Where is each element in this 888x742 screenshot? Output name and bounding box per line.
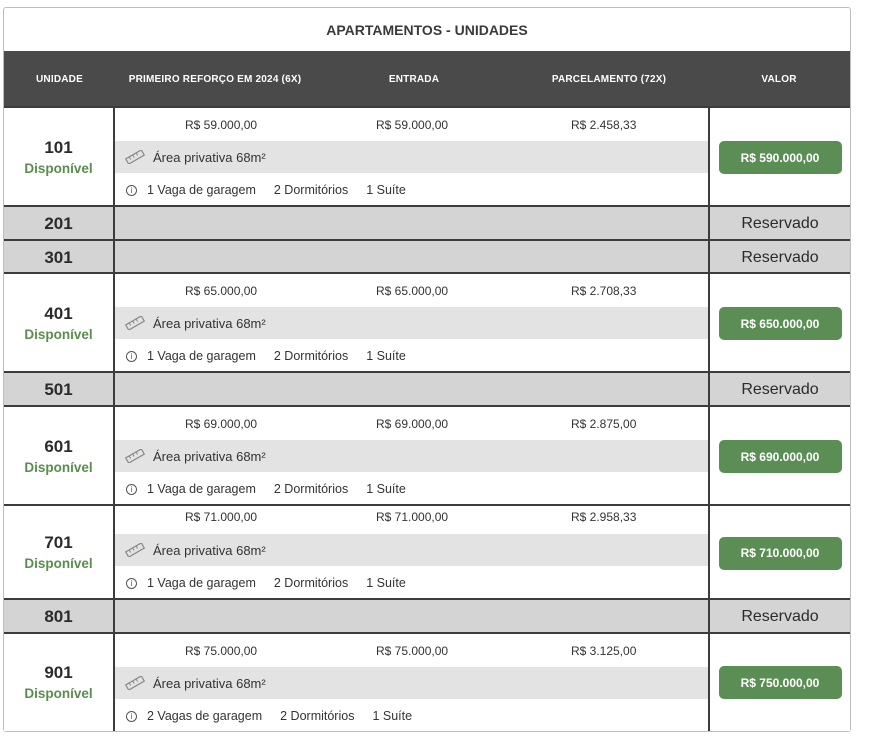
area-text: Área privativa 68m² — [153, 315, 266, 331]
reforco-value: R$ 69.000,00 — [185, 417, 258, 431]
entrada-value: R$ 75.000,00 — [376, 644, 449, 658]
ruler-icon — [125, 449, 145, 463]
entrada-value: R$ 71.000,00 — [376, 510, 449, 524]
table-row — [4, 272, 850, 373]
info-icon: i — [126, 351, 137, 362]
features — [115, 699, 708, 733]
unit-number: 501 — [44, 379, 73, 399]
reforco-value: R$ 75.000,00 — [185, 644, 258, 658]
table-title: APARTAMENTOS - UNIDADES — [326, 21, 528, 38]
parcelamento-value: R$ 2.958,33 — [571, 510, 637, 524]
price-button[interactable]: R$ 750.000,00 — [719, 666, 842, 699]
table-row-reserved — [4, 239, 850, 274]
payment-values — [115, 506, 708, 534]
garage-text: 1 Vaga de garagem — [147, 482, 256, 496]
payment-values — [115, 634, 708, 667]
unit-cell — [4, 600, 115, 633]
value-cell — [708, 373, 850, 406]
unit-number: 301 — [44, 247, 73, 267]
unit-cell — [4, 108, 115, 207]
value-cell — [708, 241, 850, 274]
features — [115, 472, 708, 506]
garage-text: 1 Vaga de garagem — [147, 576, 256, 590]
suite-text: 1 Suíte — [366, 183, 406, 197]
status-reserved: Reservado — [741, 607, 819, 625]
bedrooms-text: 2 Dormitórios — [273, 482, 349, 496]
entrada-value: R$ 69.000,00 — [376, 417, 449, 431]
table-row — [4, 405, 850, 506]
info-icon: i — [126, 185, 137, 196]
features — [115, 339, 708, 373]
area-text: Área privativa 68m² — [153, 448, 266, 464]
header-parcelamento: PARCELAMENTO (72X) — [551, 74, 667, 85]
ruler-icon — [125, 150, 145, 164]
features — [115, 173, 708, 207]
table-header — [4, 51, 850, 108]
area-text: Área privativa 68m² — [153, 149, 266, 165]
info-icon: i — [126, 484, 137, 495]
status-available: Disponível — [24, 326, 93, 342]
status-available: Disponível — [24, 160, 93, 176]
table-row-reserved — [4, 371, 850, 406]
payment-values — [115, 274, 708, 307]
parcelamento-value: R$ 2.458,33 — [571, 118, 637, 132]
area-bar — [115, 440, 708, 472]
unit-cell — [4, 506, 115, 600]
area-text: Área privativa 68m² — [153, 675, 266, 691]
units-table — [3, 7, 851, 732]
reforco-value: R$ 59.000,00 — [185, 118, 258, 132]
entrada-value: R$ 59.000,00 — [376, 118, 449, 132]
area-bar — [115, 667, 708, 699]
garage-text: 1 Vaga de garagem — [147, 183, 256, 197]
price-button[interactable]: R$ 590.000,00 — [719, 141, 842, 174]
ruler-icon — [125, 543, 145, 557]
status-reserved: Reservado — [741, 248, 819, 266]
unit-number: 701 — [44, 533, 73, 552]
unit-details — [115, 274, 708, 373]
parcelamento-value: R$ 2.708,33 — [571, 284, 637, 298]
suite-text: 1 Suíte — [366, 482, 406, 496]
unit-details — [115, 634, 708, 731]
status-available: Disponível — [24, 556, 93, 571]
suite-text: 1 Suíte — [372, 709, 413, 723]
value-cell — [708, 207, 850, 240]
ruler-icon — [125, 316, 145, 330]
header-entrada: ENTRADA — [388, 74, 440, 85]
parcelamento-value: R$ 2.875,00 — [571, 417, 637, 431]
unit-cell — [4, 634, 115, 731]
status-reserved: Reservado — [741, 380, 819, 398]
value-cell — [708, 634, 850, 731]
suite-text: 1 Suíte — [366, 349, 406, 363]
unit-cell — [4, 373, 115, 406]
unit-number: 401 — [44, 303, 73, 323]
status-reserved: Reservado — [741, 214, 819, 232]
unit-cell — [4, 274, 115, 373]
garage-text: 1 Vaga de garagem — [147, 349, 256, 363]
unit-details — [115, 108, 708, 207]
unit-details — [115, 506, 708, 600]
suite-text: 1 Suíte — [366, 576, 406, 590]
price-button[interactable]: R$ 710.000,00 — [719, 537, 842, 570]
bedrooms-text: 2 Dormitórios — [280, 709, 355, 723]
features — [115, 566, 708, 600]
info-icon: i — [126, 711, 137, 722]
value-cell — [708, 108, 850, 207]
area-text: Área privativa 68m² — [153, 542, 266, 558]
value-cell — [708, 506, 850, 600]
unit-cell — [4, 241, 115, 274]
area-bar — [115, 534, 708, 566]
info-icon: i — [126, 578, 137, 589]
bedrooms-text: 2 Dormitórios — [273, 183, 349, 197]
unit-cell — [4, 207, 115, 240]
table-row — [4, 106, 850, 207]
unit-details — [115, 407, 708, 506]
area-bar — [115, 307, 708, 339]
table-row — [4, 504, 850, 600]
table-row-reserved — [4, 598, 850, 633]
entrada-value: R$ 65.000,00 — [376, 284, 449, 298]
bedrooms-text: 2 Dormitórios — [273, 576, 349, 590]
unit-number: 901 — [44, 662, 73, 682]
status-available: Disponível — [24, 685, 93, 701]
payment-values — [115, 108, 708, 141]
area-bar — [115, 141, 708, 173]
ruler-icon — [125, 676, 145, 690]
reforco-value: R$ 65.000,00 — [185, 284, 258, 298]
table-row — [4, 632, 850, 731]
bedrooms-text: 2 Dormitórios — [273, 349, 349, 363]
value-cell — [708, 407, 850, 506]
parcelamento-value: R$ 3.125,00 — [571, 644, 637, 658]
status-available: Disponível — [24, 459, 93, 475]
price-button[interactable]: R$ 650.000,00 — [719, 307, 842, 340]
table-row-reserved — [4, 205, 850, 240]
unit-cell — [4, 407, 115, 506]
reforco-value: R$ 71.000,00 — [185, 510, 258, 524]
unit-number: 101 — [44, 137, 73, 157]
price-button[interactable]: R$ 690.000,00 — [719, 440, 842, 473]
payment-values — [115, 407, 708, 440]
garage-text: 2 Vagas de garagem — [147, 709, 263, 723]
header-reforco: PRIMEIRO REFORÇO EM 2024 (6X) — [128, 74, 302, 85]
unit-number: 801 — [44, 606, 73, 626]
value-cell — [708, 600, 850, 633]
header-unidade: UNIDADE — [36, 74, 83, 85]
unit-number: 601 — [44, 436, 73, 456]
header-valor: VALOR — [761, 74, 797, 85]
value-cell — [708, 274, 850, 373]
unit-number: 201 — [44, 213, 73, 233]
